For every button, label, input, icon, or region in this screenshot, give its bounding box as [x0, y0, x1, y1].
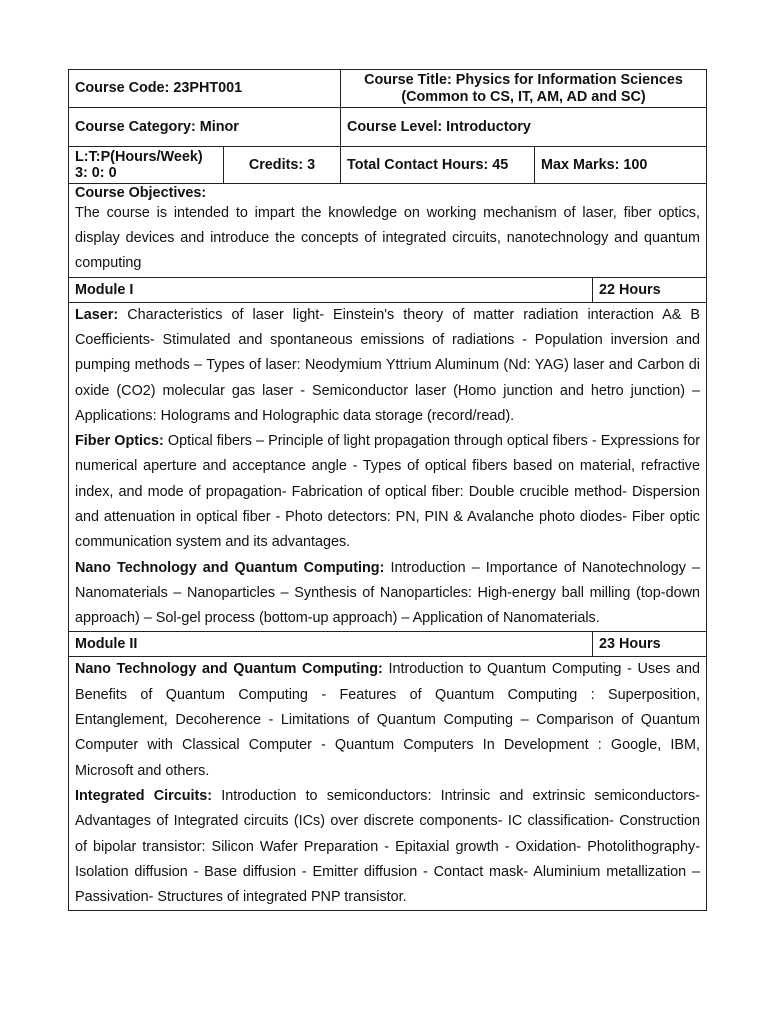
ltp-cell — [69, 147, 224, 184]
course-category: Course Category: Minor — [69, 108, 341, 147]
ltp-value: 3: 0: 0 — [75, 165, 117, 181]
module-2-header — [69, 632, 707, 657]
objectives-heading: Course Objectives: — [75, 185, 207, 201]
credits: Credits: 3 — [224, 147, 341, 184]
topic-heading: Nano Technology and Quantum Computing: — [75, 661, 383, 678]
topic-heading: Fiber Optics: — [75, 433, 164, 450]
objectives-row — [69, 184, 707, 278]
topic-heading: Laser: — [75, 306, 119, 323]
module-1-hours: 22 Hours — [593, 277, 707, 302]
module-1-body — [69, 302, 707, 632]
course-title-line1: Course Title: Physics for Information Sciences — [364, 71, 683, 88]
topic-text: Introduction – Importance of Nanotechnology – Nanomaterials – Nanoparticles – Synthesis of Nanoparticles: High-energy ball milling (top-down approach) – Sol-gel process (bottom-up approach) – Application of Nanomaterials. — [75, 559, 700, 627]
topic-heading: Integrated Circuits: — [75, 787, 213, 804]
module-2-body — [69, 657, 707, 911]
topic-text: Characteristics of laser light- Einstein's theory of matter radiation interaction A& B Coefficients- Stimulated and spontaneous emissions of radiations - Population inversion and pumping methods – Types of laser: Neodymium Yttrium Aluminum (Nd: YAG) laser and Carbon di oxide (CO2) molecular gas laser - Semiconductor laser (Homo junction and hetro junction) – Applications: Holograms and Holographic data storage (record/read). — [75, 306, 700, 424]
topic-laser — [75, 303, 700, 429]
topic-integrated-circuits — [75, 784, 700, 910]
contact-hours: Total Contact Hours: 45 — [341, 147, 535, 184]
header-row-hours-credits — [69, 147, 707, 184]
course-code: Course Code: 23PHT001 — [69, 70, 341, 108]
module-1-title: Module I — [69, 277, 593, 302]
topic-text: Optical fibers – Principle of light propagation through optical fibers - Expressions for numerical aperture and acceptance angle - Types of optical fibers based on material, refractive index, and mode of propagation- Fabrication of optical fiber: Double crucible method- Dispersion and attenuation in optical fiber - Photo detectors: PN, PIN & Avalanche photo diodes- Fiber optic communication system and its advantages. — [75, 433, 700, 551]
topic-text: Introduction to Quantum Computing - Uses and Benefits of Quantum Computing - Features of Quantum Computing : Superposition, Entanglement, Decoherence - Limitations of Quantum Computing – Comparison of Quantum Computer with Classical Computer - Quantum Computers In Development : Google, IBM, Microsoft and others. — [75, 661, 700, 779]
topic-text: Introduction to semiconductors: Intrinsic and extrinsic semiconductors- Advantages of Integrated circuits (ICs) over discrete components- IC classification- Construction of bipolar transistor: Silicon Wafer Preparation - Epitaxial growth - Oxidation- Photolithography- Isolation diffusion - Base diffusion - Emitter diffusion - Contact mask- Aluminium metallization – Passivation- Structures of integrated PNP transistor. — [75, 787, 700, 906]
module-2-content — [69, 657, 707, 911]
header-row-code-title — [69, 70, 707, 108]
topic-heading: Nano Technology and Quantum Computing: — [75, 559, 385, 576]
header-row-category-level — [69, 108, 707, 147]
course-title-line2: (Common to CS, IT, AM, AD and SC) — [401, 88, 646, 105]
module-1-header — [69, 277, 707, 302]
objectives-text: The course is intended to impart the knowledge on working mechanism of laser, fiber optics, display devices and introduce the concepts of integrated circuits, nanotechnology and quantum computing — [75, 205, 700, 272]
module-2-hours: 23 Hours — [593, 632, 707, 657]
objectives-cell — [69, 184, 707, 278]
course-title — [341, 70, 707, 108]
course-level: Course Level: Introductory — [341, 108, 707, 147]
syllabus-page — [68, 69, 706, 911]
topic-quantum-computing — [75, 657, 700, 783]
max-marks: Max Marks: 100 — [535, 147, 707, 184]
ltp-label: L:T:P(Hours/Week) — [75, 149, 203, 165]
topic-fiber-optics — [75, 429, 700, 555]
syllabus-table — [68, 69, 707, 911]
topic-nanotech — [75, 556, 700, 632]
module-2-title: Module II — [69, 632, 593, 657]
module-1-content — [69, 302, 707, 632]
